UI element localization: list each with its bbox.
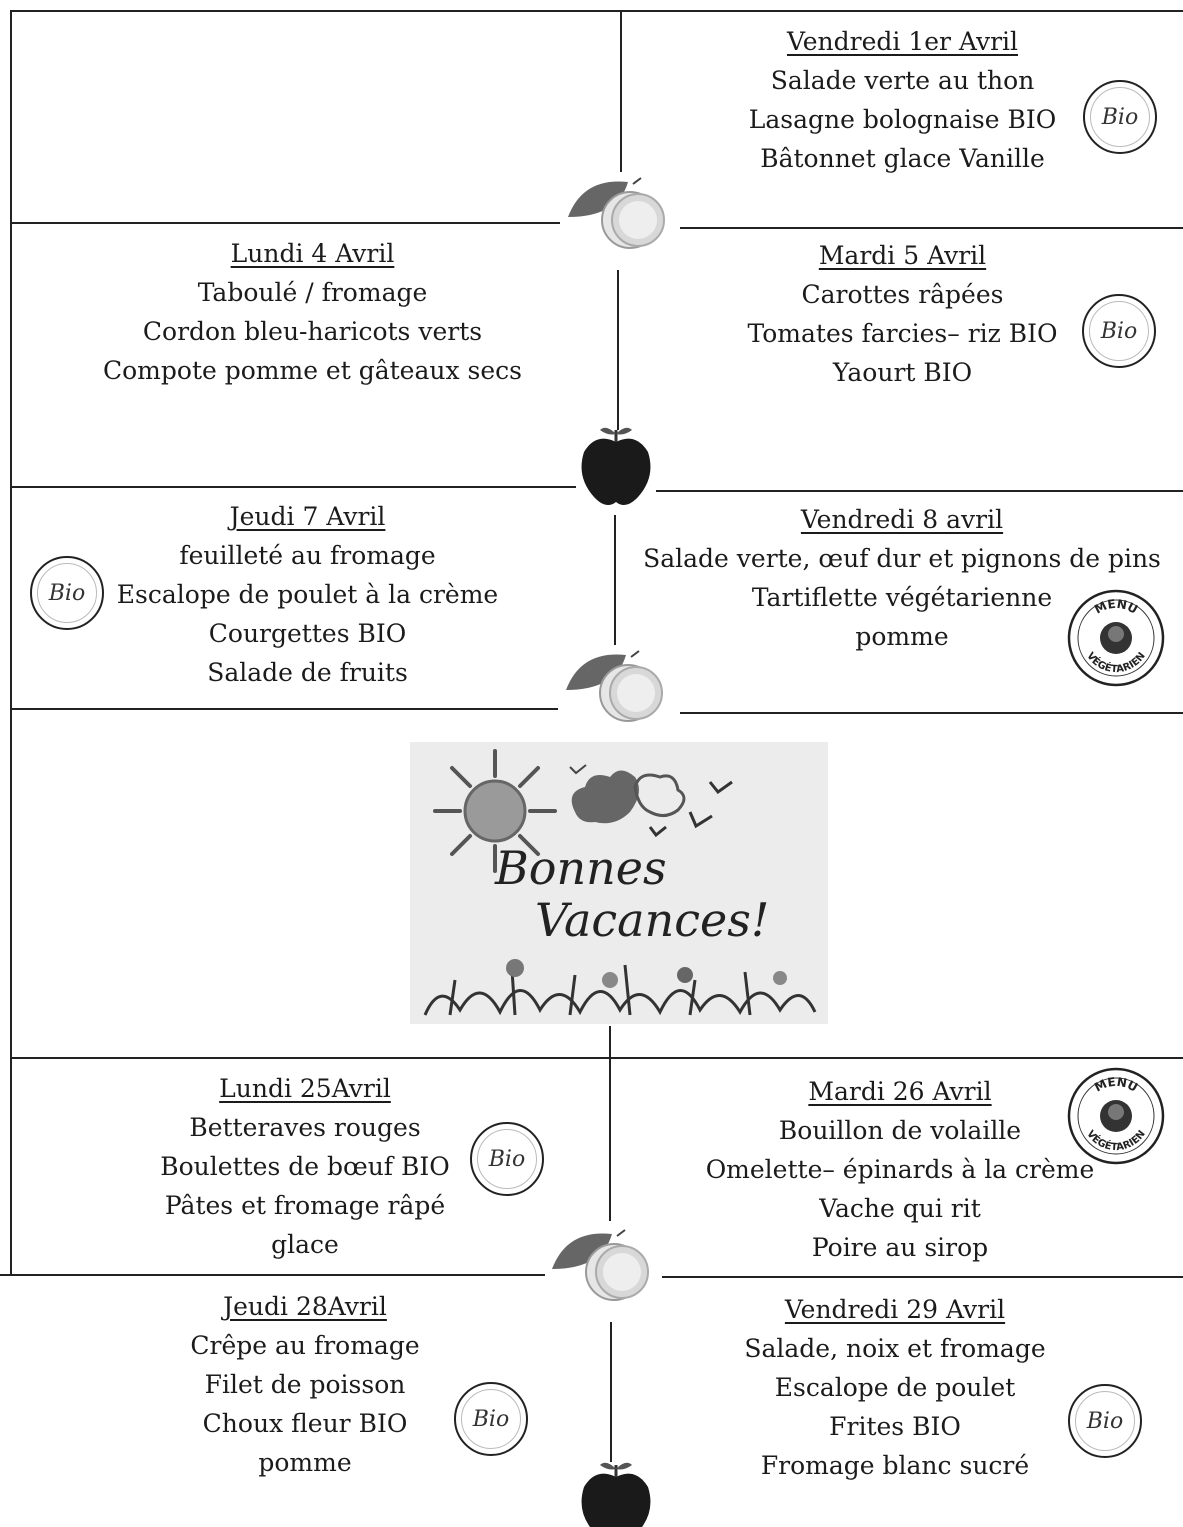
- day-title: Vendredi 8 avril: [800, 505, 1004, 534]
- orange-slice-icon: [542, 1224, 662, 1304]
- day-title: Vendredi 29 Avril: [784, 1295, 1006, 1324]
- dish: feuilleté au fromage: [179, 541, 436, 570]
- bio-badge-icon: Bio: [470, 1122, 544, 1196]
- dish: Lasagne bolognaise BIO: [748, 105, 1057, 134]
- dish: Courgettes BIO: [208, 619, 407, 648]
- dish: Vache qui rit: [819, 1194, 981, 1223]
- dish: Tomates farcies– riz BIO: [747, 319, 1058, 348]
- dish: Boulettes de bœuf BIO: [160, 1152, 450, 1181]
- grid-line: [10, 1057, 1183, 1059]
- dish: Frites BIO: [829, 1412, 961, 1441]
- birds-icon: [640, 772, 760, 852]
- dish: Choux fleur BIO: [202, 1409, 408, 1438]
- dish: Compote pomme et gâteaux secs: [103, 356, 522, 385]
- day-title: Jeudi 7 Avril: [229, 502, 386, 531]
- grid-line: [656, 490, 1183, 492]
- dish: Omelette– épinards à la crème: [705, 1155, 1095, 1184]
- vacances-line-2: Vacances!: [535, 893, 770, 947]
- veg-badge-top-text: MENU: [1092, 1074, 1141, 1095]
- bio-badge-icon: Bio: [30, 556, 104, 630]
- dish: Filet de poisson: [204, 1370, 406, 1399]
- day-title: Mardi 26 Avril: [808, 1077, 992, 1106]
- dish: pomme: [258, 1448, 352, 1477]
- vegetarian-menu-badge-icon: [1066, 588, 1166, 688]
- day-title: Jeudi 28Avril: [223, 1292, 387, 1321]
- dish: Pâtes et fromage râpé: [164, 1191, 446, 1220]
- bonnes-vacances-text: [495, 842, 769, 946]
- dish: Betteraves rouges: [189, 1113, 421, 1142]
- dish: Tartiflette végétarienne: [751, 583, 1053, 612]
- day-title: Mardi 5 Avril: [818, 241, 987, 270]
- flowers-icon: [420, 950, 820, 1020]
- day-title: Lundi 25Avril: [219, 1074, 391, 1103]
- veg-badge-bottom-text: VÉGÉTARIEN: [1084, 1128, 1148, 1154]
- menu-day-lun4: [60, 234, 565, 390]
- veg-badge-top-text: MENU: [1092, 596, 1141, 617]
- dish: Yaourt BIO: [832, 358, 973, 387]
- bio-badge-icon: Bio: [1068, 1384, 1142, 1458]
- dish: Cordon bleu-haricots verts: [142, 317, 483, 346]
- grid-line: [680, 712, 1183, 714]
- grid-line: [609, 1026, 611, 1221]
- grid-line: [10, 222, 560, 224]
- apple-icon: [576, 422, 656, 512]
- day-title: Lundi 4 Avril: [230, 239, 395, 268]
- dish: Escalope de poulet: [774, 1373, 1016, 1402]
- grid-line: [10, 486, 576, 488]
- orange-slice-icon: [558, 172, 678, 252]
- dish: pomme: [855, 622, 949, 651]
- orange-slice-icon: [556, 645, 676, 725]
- apple-icon: [576, 1457, 656, 1527]
- grid-line: [614, 515, 616, 645]
- grid-line: [610, 1322, 612, 1462]
- dish: Taboulé / fromage: [197, 278, 428, 307]
- bio-badge-icon: Bio: [1083, 80, 1157, 154]
- grid-line: [0, 1274, 545, 1276]
- menu-day-jeu7: [60, 497, 555, 692]
- grid-line: [680, 227, 1183, 229]
- bio-badge-icon: Bio: [1082, 294, 1156, 368]
- menu-day-ven29: [640, 1290, 1150, 1485]
- dish: Fromage blanc sucré: [760, 1451, 1030, 1480]
- grid-line: [617, 270, 619, 430]
- dish: Salade de fruits: [207, 658, 408, 687]
- bonnes-vacances-image: [410, 742, 828, 1024]
- dish: Bouillon de volaille: [778, 1116, 1022, 1145]
- dish: Crêpe au fromage: [190, 1331, 420, 1360]
- dish: Bâtonnet glace Vanille: [760, 144, 1045, 173]
- dish: glace: [271, 1230, 339, 1259]
- grid-line: [10, 10, 1183, 12]
- grid-line: [662, 1276, 1183, 1278]
- grid-line: [10, 10, 12, 1275]
- vacances-line-1: Bonnes: [495, 841, 667, 895]
- dish: Salade verte au thon: [770, 66, 1035, 95]
- day-title: Vendredi 1er Avril: [786, 27, 1019, 56]
- dish: Salade, noix et fromage: [744, 1334, 1046, 1363]
- dish: Carottes râpées: [801, 280, 1004, 309]
- veg-badge-bottom-text: VÉGÉTARIEN: [1084, 650, 1148, 676]
- grid-line: [620, 12, 622, 172]
- dish: Escalope de poulet à la crème: [116, 580, 499, 609]
- dish: Salade verte, œuf dur et pignons de pins: [643, 544, 1161, 573]
- dish: Poire au sirop: [811, 1233, 989, 1262]
- grid-line: [10, 708, 558, 710]
- bio-badge-icon: Bio: [454, 1382, 528, 1456]
- vegetarian-menu-badge-icon: [1066, 1066, 1166, 1166]
